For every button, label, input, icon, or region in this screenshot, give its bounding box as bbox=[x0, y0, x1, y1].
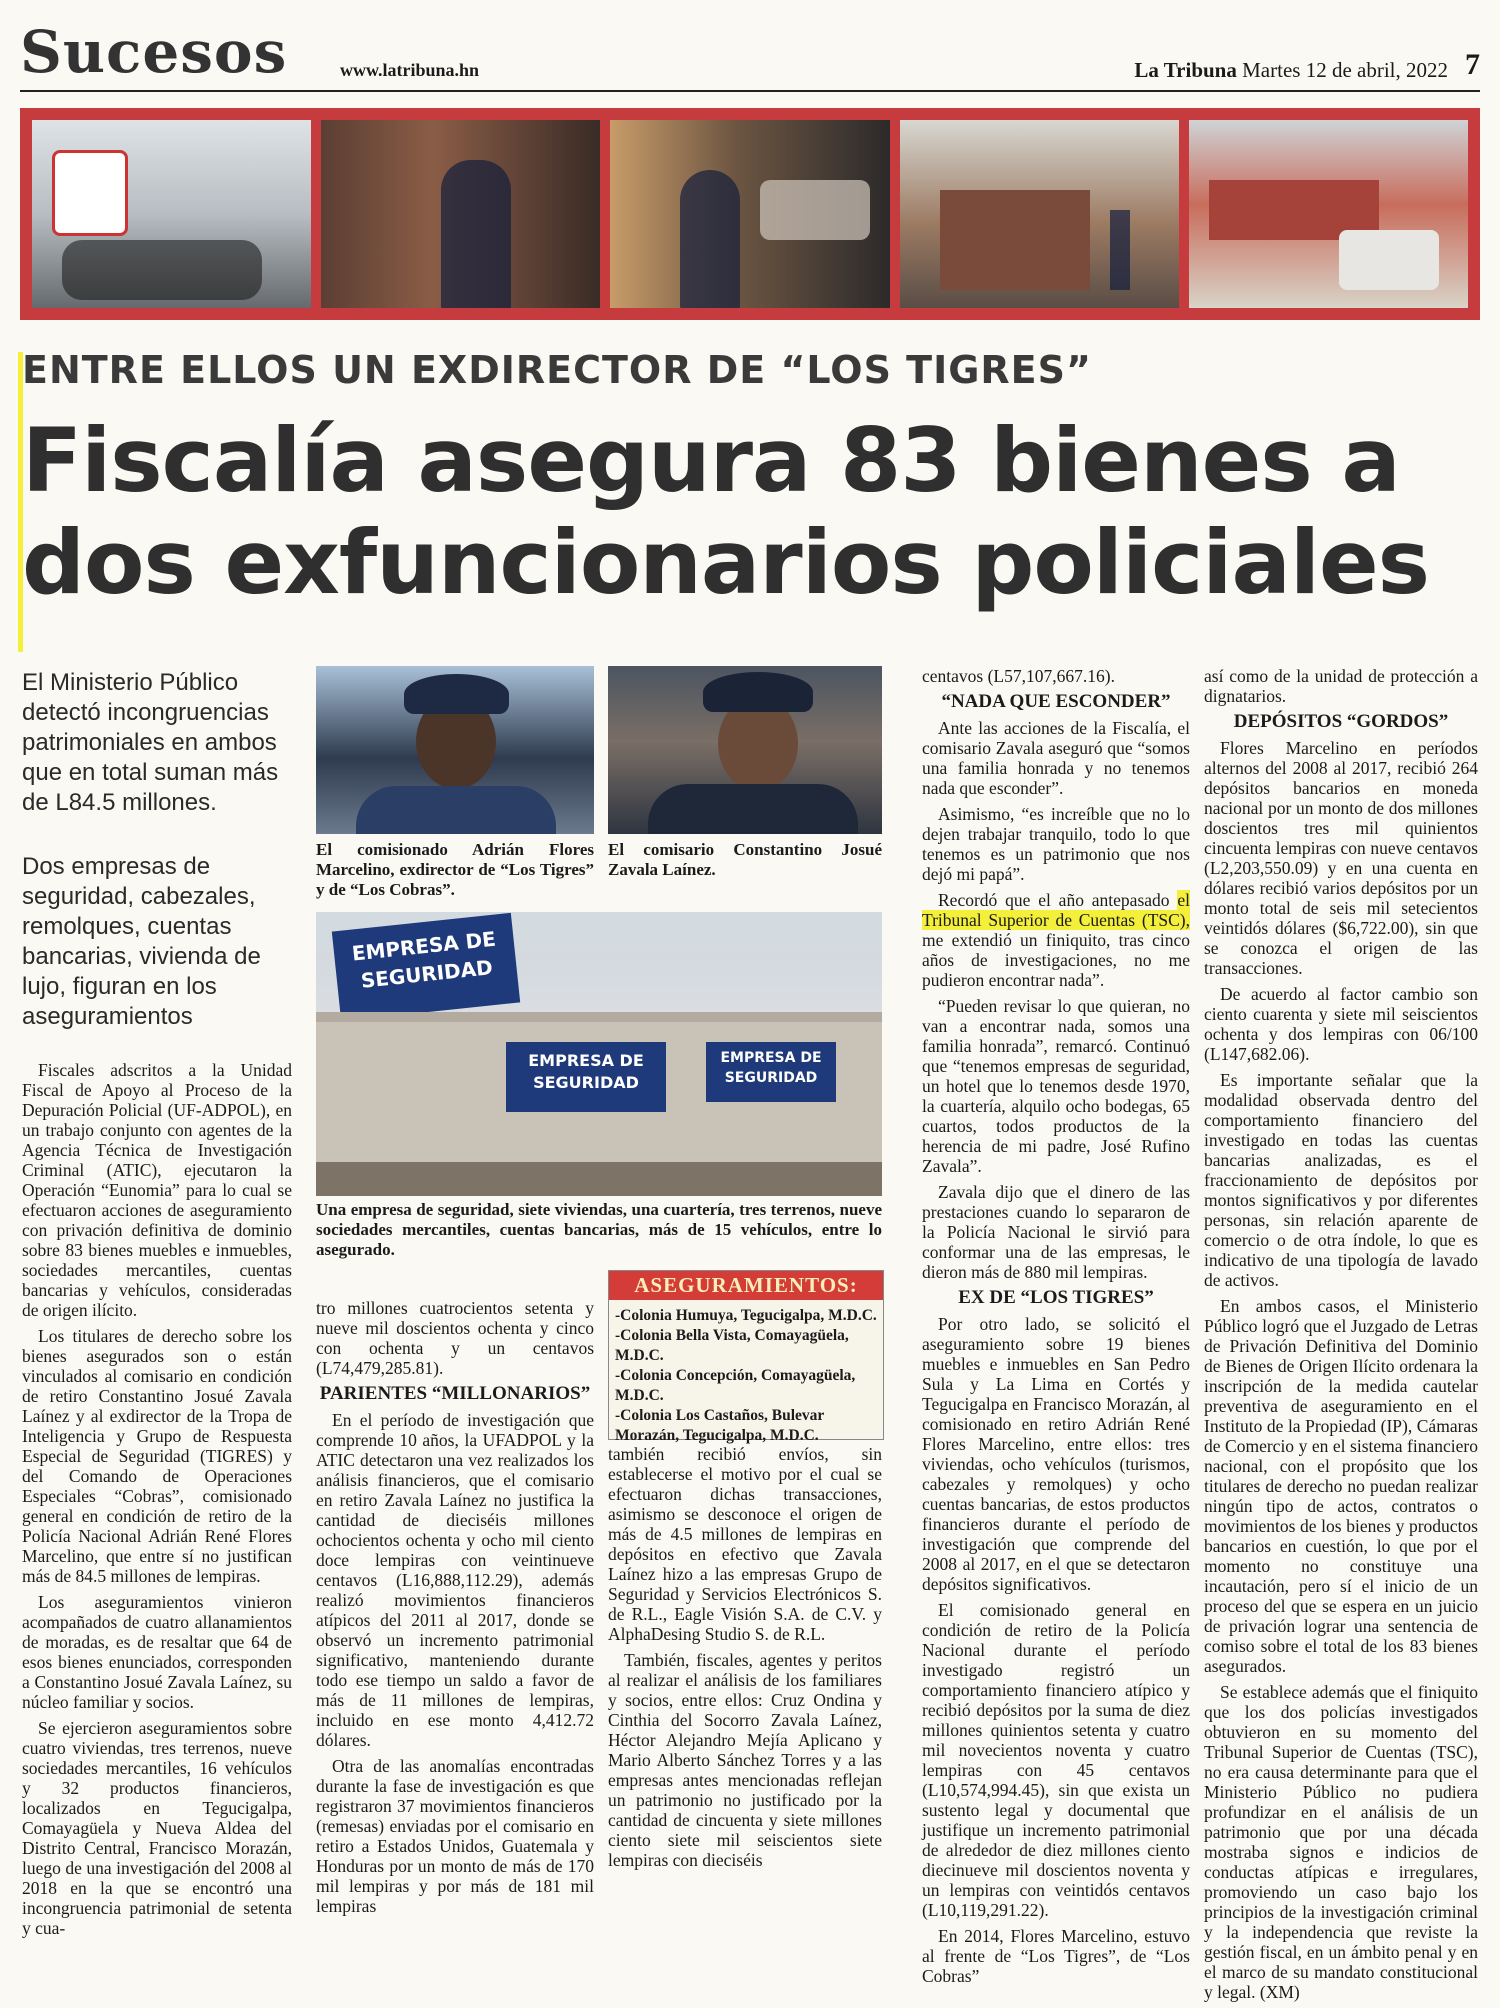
subheading-depositos-gordos: DEPÓSITOS “GORDOS” bbox=[1233, 711, 1449, 732]
page-number: 7 bbox=[1465, 48, 1480, 81]
photo-house-gate bbox=[900, 120, 1179, 308]
paragraph: “Pueden revisar lo que quieran, no van a encontrar nada, somos una familia honrada”, remarcó. Continuó que “tenemos empresas de seguridad, un hotel que lo tenemos desde 1970, la cuartería, alquilo ocho bodegas, 65 cuartos, todos productos de la herencia de mi padre, José Rufino Zavala”. bbox=[922, 996, 1190, 1176]
column-4 bbox=[1204, 666, 1478, 2008]
column-2 bbox=[316, 1298, 594, 1922]
paragraph: Se ejercieron aseguramientos sobre cuatro viviendas, tres terrenos, nueve sociedades mercantiles, 16 vehículos y 32 productos financieros, localizados en Tegucigalpa, Comayagüela y Nueva Aldea del Distrito Central, Francisco Morazán, luego de una investigación del 2008 al 2018 en la que se encontró una incongruencia patrimonial de setenta y cua- bbox=[22, 1718, 292, 1938]
paragraph: Fiscales adscritos a la Unidad Fiscal de Apoyo al Proceso de la Depuración Policial (UF-ADPOL), en un trabajo conjunto con agentes de la Agencia Técnica de Investigación Criminal (ATIC), ejecutaron la Operación “Eunomia” para lo cual se efectuaron acciones de aseguramiento con privación definitiva de dominio sobre 83 bienes muebles e inmuebles, sociedades mercantiles, cuentas bancarias y vehículos, consideradas de origen ilícito. bbox=[22, 1060, 292, 1320]
site-url: www.latribuna.hn bbox=[340, 60, 480, 80]
box-title: ASEGURAMIENTOS: bbox=[609, 1271, 883, 1300]
photo-house-pickup bbox=[1189, 120, 1468, 308]
photo-keys bbox=[610, 120, 889, 308]
sign-top: EMPRESA DE SEGURIDAD bbox=[332, 913, 520, 1021]
paper-name: La Tribuna bbox=[1134, 58, 1237, 82]
photo-zavala-lainez bbox=[608, 666, 882, 834]
paragraph: El comisionado general en condición de retiro de la Policía Nacional durante el período investigado registró un comportamiento financiero atípico y recibió depósitos por la suma de diez millones quinientos setenta y cuatro mil novecientos noventa y cuatro lempiras con 45 centavos (L10,574,994.45), sin que exista un sustento legal y documental que justifique un incremento patrimonial de alrededor de diez millones ciento diecinueve mil doscientos noventa y un lempiras con veintidós centavos (L10,119,291.22). bbox=[922, 1600, 1190, 1920]
paragraph: En ambos casos, el Ministerio Público logró que el Juzgado de Letras de Privación Definitiva del Dominio de Bienes de Origen Ilícito ordenara la inscripción de la medida cautelar preventiva de aseguramiento en el Instituto de la Propiedad (IP), Cámaras de Comercio y en el sistema financiero nacional, con el propósito que los titulares de derecho no puedan realizar ningún tipo de actos, contratos o movimientos de los bienes y productos bancarios en cuestión, lo que por el momento no constituye una incautación, pero sí el inicio de un proceso del que se espera en un juicio de privación lograr una sentencia de comiso sobre el total de los 83 bienes asegurados. bbox=[1204, 1296, 1478, 1676]
deck-secondary: Dos empresas de seguridad, cabezales, remolques, cuentas bancarias, vivienda de lujo, figuran en los aseguramientos bbox=[22, 853, 261, 1030]
paragraph: Los aseguramientos vinieron acompañados de cuatro allanamientos de moradas, es de resaltar que 64 de esos bienes enunciados, corresponden a Constantino Josué Zavala Laínez, su núcleo familiar y socios. bbox=[22, 1592, 292, 1712]
kicker: ENTRE ELLOS UN EXDIRECTOR DE “LOS TIGRES” bbox=[22, 348, 1092, 392]
paragraph: tro millones cuatrocientos setenta y nueve mil doscientos ochenta y cinco con ochenta y un centavos (L74,479,285.81). bbox=[316, 1298, 594, 1378]
list-item: -Colonia Los Castaños, Bulevar Morazán, Tegucigalpa, M.D.C. bbox=[615, 1407, 824, 1444]
highlighted-text: el Tribunal Superior de Cuentas (TSC), bbox=[922, 890, 1190, 930]
box-list bbox=[615, 1306, 877, 1446]
list-item: -Colonia Bella Vista, Comayagüela, M.D.C. bbox=[615, 1327, 849, 1364]
column-3 bbox=[608, 1444, 882, 1876]
caption-zavala-lainez: El comisario Constantino Josué Zavala Laínez. bbox=[608, 840, 882, 879]
photo-agent-shelves bbox=[321, 120, 600, 308]
paragraph: Flores Marcelino en períodos alternos del 2008 al 2017, recibió 264 depósitos bancarios en moneda nacional por un monto de dos millones doscientos tres mil quinientos cincuenta lempiras con nueve centavos (L2,203,550.09) y en una cuenta en dólares recibió varios depósitos por un monto total de seis mil setecientos veintidós dólares ($6,722.00), sin que se conozca el origen de las transacciones. bbox=[1204, 738, 1478, 978]
sign-left: EMPRESA DE SEGURIDAD bbox=[506, 1042, 666, 1112]
paragraph: Asimismo, “es increíble que no lo dejen trabajar tranquilo, todo lo que tenemos es un patrimonio que nos dejó mi papá”. bbox=[922, 804, 1190, 884]
list-item: -Colonia Humuya, Tegucigalpa, M.D.C. bbox=[615, 1307, 877, 1324]
subheading-parientes: PARIENTES “MILLONARIOS” bbox=[319, 1383, 591, 1404]
headline-line-1: Fiscalía asegura 83 bienes a bbox=[22, 409, 1400, 512]
column-1 bbox=[22, 1060, 292, 1944]
paragraph: así como de la unidad de protección a dignatarios. bbox=[1204, 666, 1478, 706]
masthead bbox=[20, 18, 1480, 92]
subheading-ex-los-tigres: EX DE “LOS TIGRES” bbox=[958, 1287, 1154, 1308]
paragraph: Los titulares de derecho sobre los bienes asegurados son o están vinculados al comisario en condición de retiro Constantino Josué Zavala Laínez y al exdirector de la Tropa de Inteligencia y Grupo de Respuesta Especial de Seguridad (TIGRES) y del Comando de Operaciones Especiales “Cobras”, comisionado general en condición de retiro de la Policía Nacional Adrián René Flores Marcelino, que entre sí no justifican más de 84.5 millones de lempiras. bbox=[22, 1326, 292, 1586]
paragraph: De acuerdo al factor cambio son ciento cuarenta y siete mil seiscientos ochenta y dos lempiras con 06/100 (L147,682.06). bbox=[1204, 984, 1478, 1064]
photo-security-company bbox=[316, 912, 882, 1196]
paragraph: centavos (L57,107,667.16). bbox=[922, 666, 1115, 686]
paragraph: En el período de investigación que comprende 10 años, la UFADPOL y la ATIC detectaron una vez realizados los análisis financieros, que el comisario en retiro Zavala Laínez no justifica la cantidad de dieciséis millones ochocientos ochenta y ocho mil ciento doce lempiras con veintinueve centavos (L16,888,112.29), además realizó movimientos financieros atípicos del 2011 al 2017, donde se observó un incremento patrimonial significativo, manteniendo durante todo ese tiempo un saldo a favor de más de 11 millones de lempiras, incluido en ese monto 4,412.72 dólares. bbox=[316, 1410, 594, 1750]
paragraph: Otra de las anomalías encontradas durante la fase de investigación es que registraron 37 movimientos financieros (remesas) enviadas por el comisario en retiro a Estados Unidos, Guatemala y Honduras por un monto de más de 170 mil lempiras y por más de 181 mil lempiras bbox=[316, 1756, 594, 1916]
headline bbox=[22, 410, 1482, 614]
column-3-right bbox=[922, 666, 1190, 1992]
paragraph bbox=[922, 890, 1190, 990]
photo-motorcycles bbox=[32, 120, 311, 308]
section-title: Sucesos bbox=[20, 18, 288, 86]
paragraph: También, fiscales, agentes y peritos al realizar el análisis de los familiares y socios, entre ellos: Cruz Ondina y Cinthia del Socorro Zavala Laínez, Héctor Alejandro Mejía Aplicano y Mario Alberto Sánchez Torres y a las empresas antes mencionadas reflejan un patrimonio no justificado por la cantidad de cincuenta y siete millones ciento siete mil seiscientos siete lempiras con dieciséis bbox=[608, 1650, 882, 1870]
aseguramientos-box bbox=[608, 1270, 884, 1444]
paragraph: En 2014, Flores Marcelino, estuvo al frente de “Los Tigres”, de “Los Cobras” bbox=[922, 1926, 1190, 1986]
photo-flores-marcelino bbox=[316, 666, 594, 834]
sign-right: EMPRESA DE SEGURIDAD bbox=[706, 1042, 836, 1102]
paragraph: Ante las acciones de la Fiscalía, el comisario Zavala aseguró que “somos una familia honrada y no tenemos nada que esconder”. bbox=[922, 718, 1190, 798]
date: Martes 12 de abril, 2022 bbox=[1242, 58, 1448, 82]
dateline bbox=[1134, 58, 1448, 83]
paragraph: Por otro lado, se solicitó el aseguramiento sobre 19 bienes muebles e inmuebles en San Pedro Sula y La Lima en Cortés y Tegucigalpa en Francisco Morazán, al comisionado en retiro Adrián René Flores Marcelino, entre ellos: tres viviendas, ocho vehículos (turismos, cabezales y remolques) y ocho cuentas bancarias, de estos productos financieros durante el período de investigación que comprende del 2008 al 2017, en el que se detectaron depósitos significativos. bbox=[922, 1314, 1190, 1594]
paragraph: Zavala dijo que el dinero de las prestaciones cuando lo separaron de la Policía Nacional le sirvió para conformar una de las empresas, le dieron más de 880 mil lempiras. bbox=[922, 1182, 1190, 1282]
deck-summary: El Ministerio Público detectó incongruencias patrimoniales en ambos que en total suman más de L84.5 millones. bbox=[22, 669, 279, 816]
text: me extendió un finiquito, tras cinco años de investigaciones, no me pudieron encontrar nada”. bbox=[922, 930, 1190, 990]
subheading-nada-que-esconder: “NADA QUE ESCONDER” bbox=[941, 691, 1171, 712]
paragraph: también recibió envíos, sin establecerse el motivo por el cual se efectuaron dichas transacciones, asimismo se desconoce el origen de más de 4.5 millones de lempiras en depósitos en efectivo que Zavala Laínez hizo a las empresas Grupo de Seguridad y Servicios Electrónicos S. de R.L., Eagle Visión S.A. de C.V. y AlphaDesing Studio S. de R.L. bbox=[608, 1444, 882, 1644]
paragraph: Se establece además que el finiquito que los dos policías investigados obtuvieron en su momento del Tribunal Superior de Cuentas (TSC), no era causa determinante para que el Ministerio Público no pudiera profundizar en el análisis de un patrimonio que por una década mostraba signos e indicios de conductas atípicas e irregulares, promoviendo un caso bajo los principios de la investigación criminal y la independencia que reviste la gestión fiscal, en un ámbito penal y en el marco de su mandato constitucional y legal. (XM) bbox=[1204, 1682, 1478, 2002]
headline-line-2: dos exfuncionarios policiales bbox=[22, 511, 1430, 614]
caption-flores-marcelino: El comisionado Adrián Flores Marcelino, exdirector de “Los Tigres” y de “Los Cobras”. bbox=[316, 840, 594, 899]
photo-strip bbox=[20, 108, 1480, 320]
caption-security-company: Una empresa de seguridad, siete viviendas, una cuartería, tres terrenos, nueve sociedades mercantiles, cuentas bancarias, más de 15 vehículos, entre lo asegurado. bbox=[316, 1200, 882, 1259]
paragraph: Es importante señalar que la modalidad observada dentro del comportamiento financiero del investigado en todas las cuentas bancarias analizadas, es el fraccionamiento de depósitos por montos significativos y por diferentes personas, sin relación aparente de comercio o de otra índole, lo que es indicativo de una tipología de lavado de activos. bbox=[1204, 1070, 1478, 1290]
text: Recordó que el año antepasado bbox=[938, 890, 1178, 910]
list-item: -Colonia Concepción, Comayagüela, M.D.C. bbox=[615, 1367, 856, 1404]
